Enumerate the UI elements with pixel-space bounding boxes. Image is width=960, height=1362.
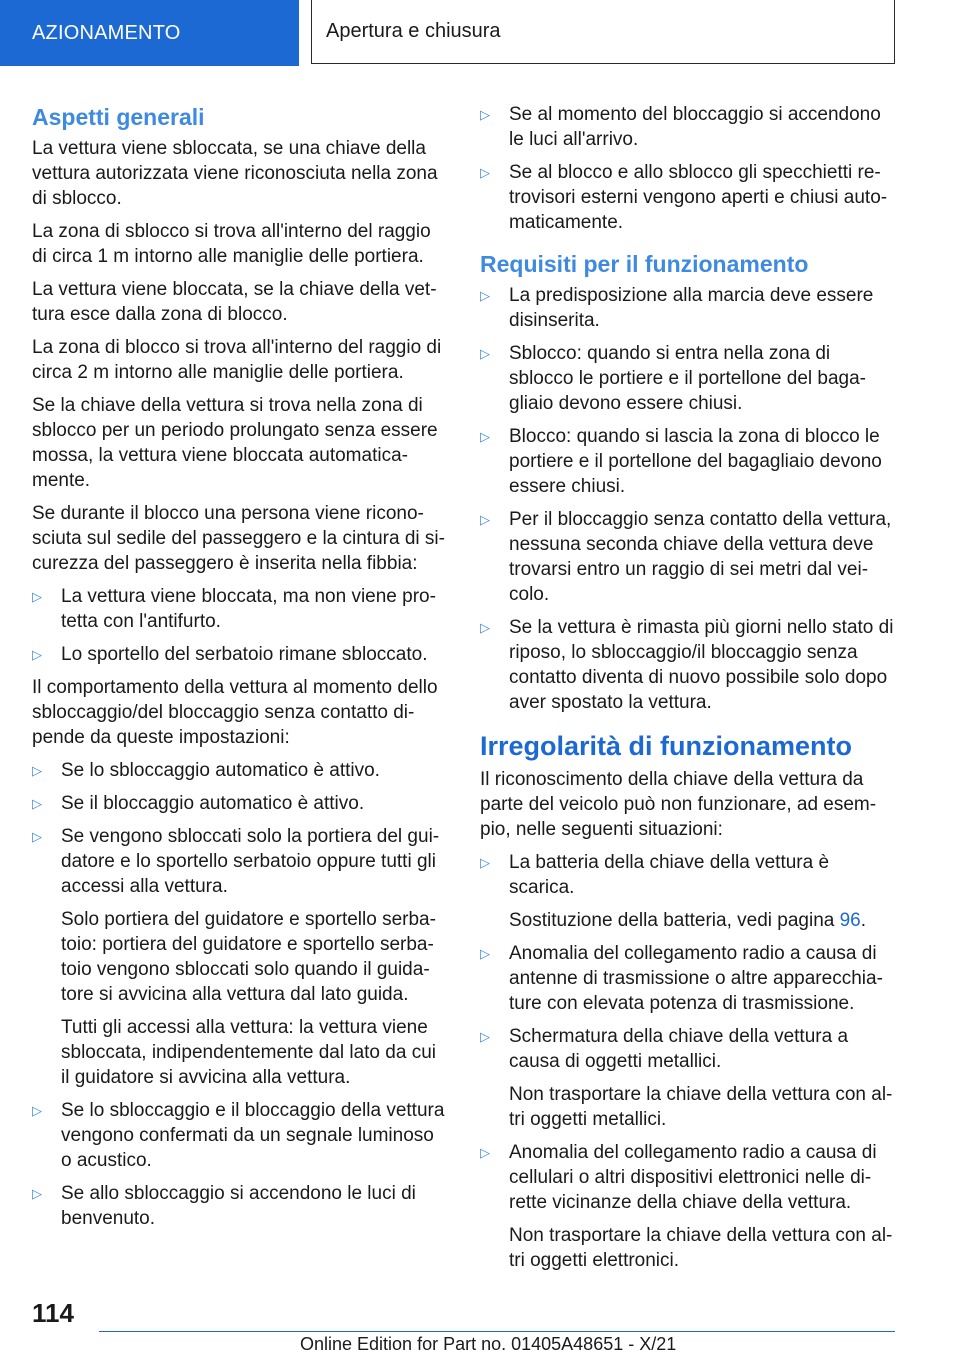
list-item: ▷ Se allo sbloccaggio si accendono le luci di benvenuto. [32,1183,416,1229]
chapter-header [311,0,895,64]
paragraph: La zona di blocco si trova all'interno del raggio di circa 2 m intorno alle maniglie delle portiera. [32,337,442,383]
triangle-bullet-icon: ▷ [480,429,490,444]
triangle-bullet-icon: ▷ [32,1103,42,1118]
list-item-detail: Tutti gli accessi alla vettura: la vettura viene sbloccata, indipendentemente dal lato da cui il guidatore si avvicina alla vettura. [61,1017,436,1088]
list-item: ▷ Anomalia del collegamento radio a causa di antenne di trasmissione o altre apparecchiature con elevata potenza di trasmissione. [480,943,883,1014]
footer-divider [99,1331,895,1332]
list-item: ▷ Se al blocco e allo sblocco gli specchietti retrovisori esterni vengono aperti e chiusi automaticamente. [480,162,888,233]
list-item: ▷ Lo sportello del serbatoio rimane sbloccato. [32,644,428,665]
triangle-bullet-icon: ▷ [480,107,490,122]
list-item: ▷ La batteria della chiave della vettura è scarica. Sostituzione della batteria, vedi pagina 96. [480,850,898,933]
bullet-list [480,283,898,715]
triangle-bullet-icon: ▷ [480,855,490,870]
triangle-bullet-icon: ▷ [32,829,42,844]
page-number: 114 [32,1298,74,1328]
bullet-list [32,758,448,1231]
paragraph: Il riconoscimento della chiave della vettura da parte del veicolo può non funzionare, ad esempio, nelle seguenti situazioni: [480,769,877,840]
paragraph: La zona di sblocco si trova all'interno del raggio di circa 1 m intorno alle maniglie delle portiera. [32,221,431,267]
bullet-list [480,102,898,235]
paragraph: Se la chiave della vettura si trova nella zona di sblocco per un periodo prolungato senza essere mossa, la vettura viene bloccata automaticamente. [32,395,438,491]
paragraph: La vettura viene bloccata, se la chiave della vettura esce dalla zona di blocco. [32,279,437,325]
paragraph: Se durante il blocco una persona viene riconosciuta sul sedile del passeggero e la cintura di sicurezza del passeggero è inserita nella fibbia: [32,503,445,574]
list-item: ▷ Blocco: quando si lascia la zona di blocco le portiere e il portellone del bagagliaio devono essere chiusi. [480,426,882,497]
triangle-bullet-icon: ▷ [480,946,490,961]
list-item-detail: Sostituzione della batteria, vedi pagina 96. [509,910,867,931]
triangle-bullet-icon: ▷ [480,512,490,527]
list-item-detail: Non trasportare la chiave della vettura con altri oggetti metallici. [509,1084,893,1130]
triangle-bullet-icon: ▷ [32,647,42,662]
section-title: AZIONAMENTO [32,21,181,44]
list-item: ▷ Se lo sbloccaggio automatico è attivo. [32,760,380,781]
triangle-bullet-icon: ▷ [480,346,490,361]
heading-aspetti-generali: Aspetti generali [32,104,205,130]
bullet-list [32,584,448,667]
list-item-detail: Solo portiera del guidatore e sportello serbatoio: portiera del guidatore e sportello serbatoio vengono sbloccati solo quando il guidatore si avvicina alla vettura dal lato guida. [61,909,436,1005]
list-item: ▷ Schermatura della chiave della vettura a causa di oggetti metallici. Non trasportare la chiave della vettura con altri oggetti metallici. [480,1024,898,1132]
section-tab [0,0,299,66]
list-item: ▷ Anomalia del collegamento radio a causa di cellulari o altri dispositivi elettronici nelle dirette vicinanze della chiave della vettura. Non trasportare la chiave della vettura con altri oggetti elettronici. [480,1140,898,1273]
list-item: ▷ Sblocco: quando si entra nella zona di sblocco le portiere e il portellone del bagagliaio devono essere chiusi. [480,343,866,414]
left-column [32,102,448,1239]
triangle-bullet-icon: ▷ [32,589,42,604]
paragraph: Il comportamento della vettura al momento dello sbloccaggio/del bloccaggio senza contatto dipende da queste impostazioni: [32,677,438,748]
list-item: ▷ Se la vettura è rimasta più giorni nello stato di riposo, lo sbloccaggio/il bloccaggio senza contatto diventa di nuovo possibile solo dopo aver spostato la vettura. [480,617,894,713]
triangle-bullet-icon: ▷ [32,763,42,778]
heading-irregolarita: Irregolarità di funzionamento [480,731,853,761]
triangle-bullet-icon: ▷ [480,165,490,180]
heading-requisiti: Requisiti per il funzionamento [480,251,809,277]
triangle-bullet-icon: ▷ [32,796,42,811]
page-reference-link[interactable]: 96 [839,910,861,931]
chapter-title: Apertura e chiusura [326,20,501,42]
right-column [480,102,898,1281]
triangle-bullet-icon: ▷ [32,1186,42,1201]
list-item: ▷ La vettura viene bloccata, ma non viene protetta con l'antifurto. [32,586,436,632]
triangle-bullet-icon: ▷ [480,620,490,635]
paragraph: La vettura viene sbloccata, se una chiave della vettura autorizzata viene riconosciuta nella zona di sblocco. [32,138,438,209]
triangle-bullet-icon: ▷ [480,1145,490,1160]
list-item: ▷ Se il bloccaggio automatico è attivo. [32,793,365,814]
list-item: ▷ La predisposizione alla marcia deve essere disinserita. [480,285,874,331]
triangle-bullet-icon: ▷ [480,1029,490,1044]
bullet-list [480,850,898,1273]
list-item-detail: Non trasportare la chiave della vettura con altri oggetti elettronici. [509,1225,893,1271]
list-item: ▷ Se vengono sbloccati solo la portiera del guidatore e lo sportello serbatoio oppure tutti gli accessi alla vettura. Solo portiera del guidatore e sportello serbatoio: portiera del guidatore e sportello serbatoio vengono sbloccati solo quando il guidatore si avvicina alla vettura dal lato guida. Tutti gli accessi alla vettura: la vettura viene sbloccata, indipendentemente dal lato da cui il guidatore si avvicina alla vettura. [32,824,448,1090]
list-item: ▷ Se al momento del bloccaggio si accendono le luci all'arrivo. [480,104,881,150]
triangle-bullet-icon: ▷ [480,288,490,303]
edition-footer: Online Edition for Part no. 01405A48651 - X/21 [300,1334,677,1354]
list-item: ▷ Per il bloccaggio senza contatto della vettura, nessuna seconda chiave della vettura deve trovarsi entro un raggio di sei metri dal veicolo. [480,509,892,605]
list-item: ▷ Se lo sbloccaggio e il bloccaggio della vettura vengono confermati da un segnale luminoso o acustico. [32,1100,445,1171]
